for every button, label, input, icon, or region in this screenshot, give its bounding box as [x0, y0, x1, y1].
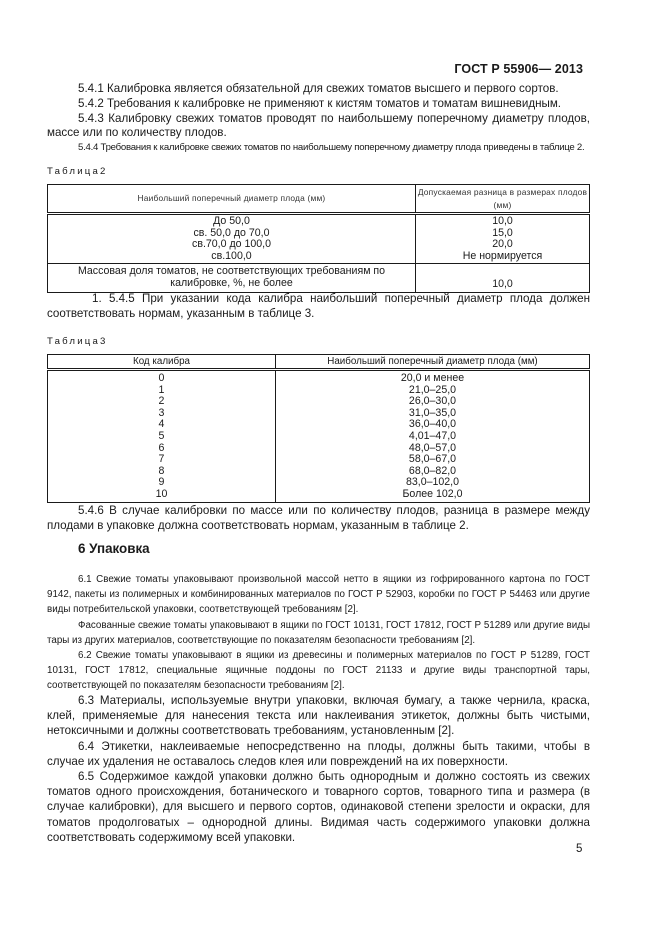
table2-diameters-cell: [48, 214, 416, 264]
standard-header: ГОСТ Р 55906— 2013: [454, 62, 583, 76]
table-cell: 58,0–67,0: [408, 453, 457, 466]
paragraph-6-3: [47, 693, 590, 739]
table-cell: св.70,0 до 100,0: [192, 238, 271, 251]
paragraph-text: 5.4.6 В случае калибровки по массе или по количеству плодов, разница в размере между плодами в упаковке должна соответствовать нормам, указанным в таблице 2.: [47, 504, 590, 533]
paragraph-text: 6.4 Этикетки, наклеиваемые непосредственно на плоды, должны быть такими, чтобы в случае их удаления не оставалось следов клея или повреждений на их поверхности.: [47, 740, 590, 769]
paragraph-6-1: [47, 572, 590, 618]
table-cell: 1: [158, 383, 165, 396]
paragraph-5-4-2: [47, 97, 590, 111]
paragraph-text: 5.4.3 Калибровку свежих томатов проводят по наибольшему поперечному диаметру плодов, массе или по количеству плодов.: [47, 112, 590, 140]
table2-differences-cell: [416, 214, 590, 264]
table3-diameters-cell: [276, 370, 590, 503]
paragraph-text: 6.5 Содержимое каждой упаковки должно быть однородным и должно состоять из свежих томатов одного происхождения, ботанического и товарного сортов, товарного типа и размера (в случае калибровки), для высшего и первого сортов, одинаковой степени зрелости и окраски, для томатов продолговатых – однородной длины. Видимая часть содержимого упаковки должна соответствовать содержимому всей упаковки.: [47, 770, 590, 844]
section-6-heading: 6 Упаковка: [78, 541, 150, 556]
table-cell: 5: [158, 429, 165, 442]
paragraph-text: 1. 5.4.5 При указании кода калибра наибольший поперечный диаметр плода должен соответствовать нормам, указанным в таблице 3.: [47, 292, 590, 321]
paragraph-5-4-4: [47, 141, 590, 154]
paragraph-text: Фасованные свежие томаты упаковывают в ящики по ГОСТ 10131, ГОСТ 17812, ГОСТ Р 51289 или другие виды тары из других материалов, соответствующие по показателям безопасности требованиям [2].: [47, 620, 590, 647]
paragraph-text: 5.4.4 Требования к калибровке свежих томатов по наибольшему поперечному диаметру плода приведены в таблице 2.: [78, 142, 585, 153]
paragraph-6-4: [47, 739, 590, 769]
paragraph-5-4-6: [47, 503, 590, 533]
table2-header-difference: Допускаемая разница в размерах плодов (мм): [416, 185, 590, 214]
table-cell: 15,0: [492, 226, 513, 239]
paragraph-6-1-packed: [47, 618, 590, 648]
table-cell: Более 102,0: [402, 487, 463, 500]
paragraph-text: 6.1 Свежие томаты упаковывают произвольной массой нетто в ящики из гофрированного картона по ГОСТ 9142, пакеты из полимерных и комбинированных материалов по ГОСТ Р 52903, коробки по ГОСТ Р 54463 или другие виды потребительской упаковки, соответствующей требованиям [2].: [47, 574, 590, 616]
table-cell: 8: [158, 464, 165, 477]
table-cell: 48,0–57,0: [408, 441, 457, 454]
paragraph-text: 5.4.2 Требования к калибровке не применяют к кистям томатов и томатам вишневидным.: [78, 97, 562, 110]
table2-mass-label: Массовая доля томатов, не соответствующих требованиям по калибровке, %, не более: [48, 264, 416, 292]
table-cell: 7: [158, 453, 165, 466]
table-2: [47, 184, 590, 293]
paragraph-text: 6.3 Материалы, используемые внутри упаковки, включая бумагу, а также чернила, краска, клей, применяемые для нанесения текста или наклеивания этикеток, должны быть чистыми, нетоксичными и должны соответствовать требованиям, установленным [2].: [47, 694, 590, 738]
table3-header-diameter: Наибольший поперечный диаметр плода (мм): [276, 355, 590, 370]
table-cell: св. 50,0 до 70,0: [193, 226, 270, 239]
paragraph-6-2: [47, 648, 590, 694]
paragraph-5-4-5: [47, 291, 590, 321]
table-cell: 0: [158, 372, 165, 384]
table-cell: 83,0–102,0: [405, 476, 460, 489]
table-cell: 20,0 и менее: [400, 372, 465, 384]
paragraph-6-5: [47, 769, 590, 845]
table-cell: 36,0–40,0: [408, 418, 457, 431]
paragraph-5-4-1: [47, 82, 590, 96]
table-cell: 20,0: [492, 238, 513, 251]
table-cell: св.100,0: [211, 249, 252, 262]
table2-caption: Таблица2: [47, 166, 108, 177]
table2-header-diameter: Наибольший поперечный диаметр плода (мм): [48, 185, 416, 214]
table-cell: 3: [158, 406, 165, 419]
table3-header-code: Код калибра: [48, 355, 276, 370]
paragraph-5-4-3: [47, 112, 590, 141]
table-cell: 10,0: [492, 215, 513, 227]
table2-mass-value: 10,0: [416, 264, 590, 292]
table3-codes-cell: [48, 370, 276, 503]
table-cell: 2: [158, 395, 165, 408]
table-cell: 26,0–30,0: [408, 395, 457, 408]
page-number: 5: [576, 843, 583, 855]
table-3: [47, 354, 590, 503]
table-cell: 10: [155, 487, 168, 500]
table-cell: Не нормируется: [462, 249, 543, 262]
table-cell: 21,0–25,0: [408, 383, 457, 396]
paragraph-text: 5.4.1 Калибровка является обязательной для свежих томатов высшего и первого сортов.: [78, 82, 559, 95]
table-cell: 9: [158, 476, 165, 489]
table3-caption: Таблица3: [47, 336, 108, 347]
table-cell: 6: [158, 441, 165, 454]
paragraph-text: 6.2 Свежие томаты упаковывают в ящики из древесины и полимерных материалов по ГОСТ Р 51289, ГОСТ 10131, ГОСТ 17812, специальные ящичные поддоны по ГОСТ 21133 и другие виды транспортной тары, соответствующей по показателям безопасности требованиям [2].: [47, 650, 590, 692]
table-cell: 4,01–47,0: [408, 429, 457, 442]
table-cell: 68,0–82,0: [408, 464, 457, 477]
table-cell: 4: [158, 418, 165, 431]
table-cell: 31,0–35,0: [408, 406, 457, 419]
table-cell: До 50,0: [213, 215, 250, 227]
